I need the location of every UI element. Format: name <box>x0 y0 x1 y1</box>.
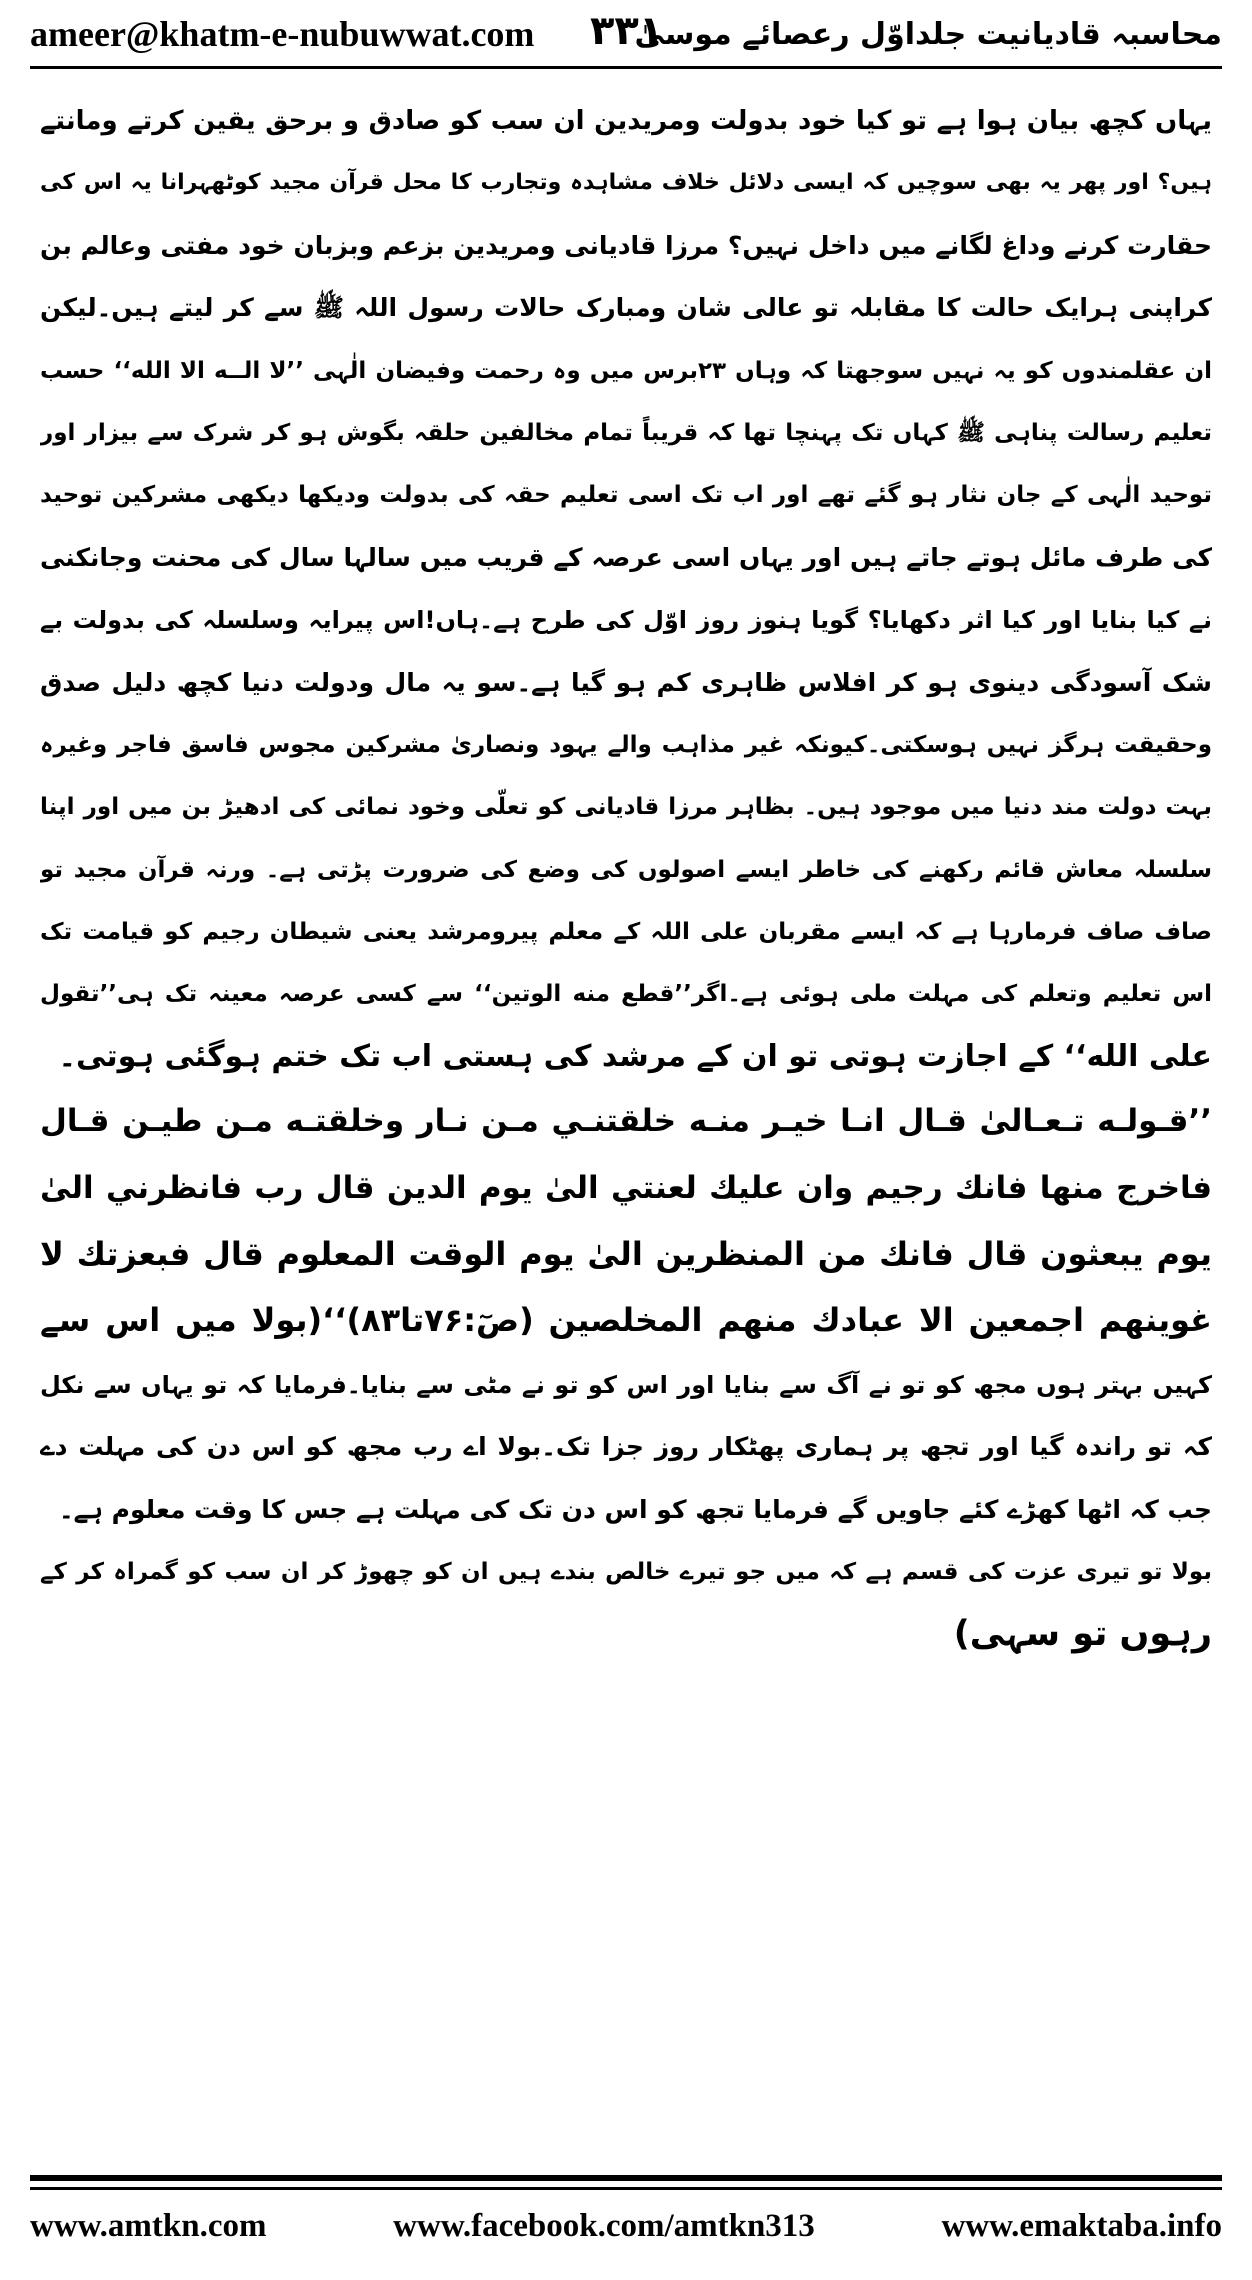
text-line: کی طرف مائل ہوتے جاتے ہیں اور یہاں اسی عرصہ کے قریب میں سالہا سال کی محنت وجانکنی <box>40 542 1212 572</box>
header-email[interactable]: ameer@khatm-e-nubuwwat.com <box>30 14 535 54</box>
translation-line: کہ تو راندہ گیا اور تجھ پر ہماری پھٹکار روز جزا تک۔بولا اے رب مجھ کو اس دن کی مہلت دے <box>40 1432 1212 1462</box>
translation-line: جب کہ اٹھا کھڑے کئے جاویں گے فرمایا تجھ کو اس دن تک کی مہلت ہے جس کا وقت معلوم ہے۔ <box>59 1494 1212 1524</box>
text-line: شک آسودگی دینوی ہو کر افلاس ظاہری کم ہو گیا ہے۔سو یہ مال ودولت دنیا کچھ دلیل صدق <box>40 667 1212 697</box>
text-line: توحید الٰہی کے جان نثار ہو گئے تھے اور اب تک اسی تعلیم حقہ کی بدولت ودیکھا دیکھی مشرکین توحید <box>40 482 1212 509</box>
text-line: ان عقلمندوں کو یہ نہیں سوجھتا کہ وہاں ۲۳برس میں وہ رحمت وفیضان الٰہی ’’لا الــه الا الله‘‘ حسب <box>40 357 1212 384</box>
footer-rule-thin <box>30 2187 1222 2190</box>
translation-line: بولا تو تیری عزت کی قسم ہے کہ میں جو تیرے خالص بندے ہیں ان کو چھوڑ کر ان سب کو گمراہ کر کے <box>40 1558 1212 1585</box>
page-number: ۳۳۱ <box>590 8 664 54</box>
text-line: یہاں کچھ بیان ہوا ہے تو کیا خود بدولت ومریدین ان سب کو صادق و برحق یقین کرتے ومانتے <box>40 106 1212 136</box>
page-footer <box>30 2196 1222 2256</box>
quran-quote-line: غوينهم اجمعين الا عبادك منهم المخلصين (صٓ:۷۶تا۸۳)‘‘(بولا میں اس سے <box>40 1301 1212 1340</box>
text-line: کراپنی ہرایک حالت کا مقابلہ تو عالی شان ومبارک حالات رسول اللہ ﷺ سے کر لیتے ہیں۔لیکن <box>40 293 1212 323</box>
text-line: حقارت کرنے وداغ لگانے میں داخل نہیں؟ مرزا قادیانی ومریدین بزعم وبزبان خود مفتی وعالم بن <box>40 230 1212 260</box>
translation-line: کہیں بہتر ہوں مجھ کو تو نے آگ سے بنایا اور اس کو تو نے مٹی سے بنایا۔فرمایا کہ تو یہاں سے نکل <box>40 1370 1212 1399</box>
footer-link-facebook[interactable]: www.facebook.com/amtkn313 <box>393 2207 815 2244</box>
text-line: علی الله‘‘ کے اجازت ہوتی تو ان کے مرشد کی ہستی اب تک ختم ہوگئی ہوتی۔ <box>58 1038 1212 1074</box>
quran-quote-line: ’’قـولـه تـعـالیٰ قـال انـا خيـر منـه خلقتنـي مـن نـار وخلقتـه مـن طيـن قـال <box>40 1103 1212 1140</box>
footer-rule-thick <box>30 2175 1222 2181</box>
page-header <box>30 8 1222 60</box>
text-line: بہت دولت مند دنیا میں موجود ہیں۔ بظاہر مرزا قادیانی کو تعلّی وخود نمائی کی ادھیڑ بن میں اور اپنا <box>40 794 1212 821</box>
text-line: تعلیم رسالت پناہی ﷺ کہاں تک پہنچا تھا کہ قریباً تمام مخالفین حلقہ بگوش ہو کر شرک سے بیزار اور <box>40 419 1212 446</box>
text-line: سلسلہ معاش قائم رکھنے کی خاطر ایسے اصولوں کی وضع کی ضرورت پڑتی ہے۔ ورنہ قرآن مجید تو <box>40 856 1212 883</box>
quran-quote-line: فاخرج منها فانك رجيم وان عليك لعنتي الیٰ يوم الدين قال رب فانظرني الیٰ <box>40 1169 1212 1206</box>
body-text <box>40 90 1212 1666</box>
text-line: وحقیقت ہرگز نہیں ہوسکتی۔کیونکہ غیر مذاہب والے یہود ونصاریٰ مشرکین مجوس فاسق فاجر وغیرہ <box>40 731 1212 758</box>
translation-line: رہوں تو سہی) <box>953 1614 1212 1655</box>
text-line: ہیں؟ اور پھر یہ بھی سوچیں کہ ایسی دلائل خلاف مشاہدہ وتجارب کا محل قرآن مجید کوٹھہرانا یہ اس کی <box>40 170 1212 196</box>
quran-quote-line: يوم يبعثون قال فانك من المنظرين الیٰ يوم الوقت المعلوم قال فبعزتك لا <box>40 1235 1212 1274</box>
text-line: نے کیا بنایا اور کیا اثر دکھایا؟ گویا ہنوز روز اوّل کی طرح ہے۔ہاں!اس پیرایہ وسلسلہ کی بدولت بے <box>40 606 1212 635</box>
text-line: صاف صاف فرمارہا ہے کہ ایسے مقربان علی اللہ کے معلم پیرومرشد یعنی شیطان رجیم کو قیامت تک <box>40 919 1212 946</box>
text-line: اس تعلیم وتعلم کی مہلت ملی ہوئی ہے۔اگر’’قطع منه الوتين‘‘ سے کسی عرصہ معینہ تک ہی’’تقول <box>40 981 1212 1008</box>
header-rule <box>30 66 1222 69</box>
footer-link-emaktaba[interactable]: www.emaktaba.info <box>941 2207 1222 2244</box>
running-title: محاسبہ قادیانیت جلداوّل رعصائے موسیٰ <box>634 16 1222 52</box>
footer-link-amtkn[interactable]: www.amtkn.com <box>30 2207 267 2244</box>
